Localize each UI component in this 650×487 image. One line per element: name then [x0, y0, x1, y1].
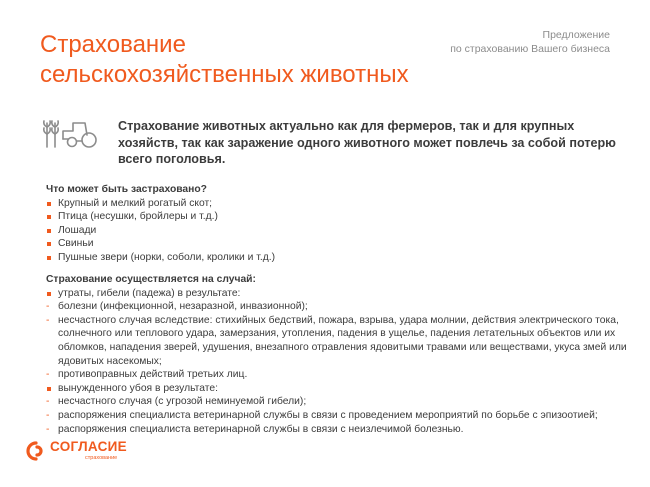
intro-text: Страхование животных актуально как для фермеров, так и для крупных хозяйств, так как заражение одного животного может повлечь за собой потерю всего поголовья. [118, 119, 616, 166]
list-item: Свиньи [46, 237, 631, 251]
tagline [450, 28, 610, 56]
insurable-heading: Что может быть застраховано? [46, 184, 207, 195]
list-item: - болезни (инфекционной, незаразной, инвазионной); [46, 301, 308, 313]
title-line-1: Страхование [40, 31, 186, 58]
bullet-square-icon [47, 229, 51, 233]
list-item: - распоряжения специалиста ветеринарной службы в связи с неизлечимой болезнью. [46, 423, 464, 435]
list-item: Птица (несушки, бройлеры и т.д.) [46, 210, 631, 224]
tagline-line-1: Предложение [542, 29, 610, 41]
bullet-square-icon [47, 202, 51, 206]
bullet-square-icon [47, 242, 51, 246]
bullet-dash-icon: - [46, 301, 50, 313]
tractor-wheat-icon [43, 117, 99, 151]
bullet-square-icon [47, 215, 51, 219]
bullet-dash-icon: - [46, 369, 50, 381]
cases-list [46, 287, 631, 437]
bullet-dash-icon: - [46, 409, 50, 421]
list-item: вынужденного убоя в результате: [46, 382, 631, 396]
title-line-2: сельскохозяйственных животных [40, 61, 409, 88]
list-item: Лошади [46, 224, 631, 238]
insurable-list [46, 197, 631, 265]
tagline-line-2: по страхованию Вашего бизнеса [450, 43, 610, 55]
list-item: - несчастного случая вследствие: стихийных бедствий, пожара, взрыва, удара молнии, действия электрического тока, солнечного или теплового удара, замерзания, утопления, падения в ущелье, падения летательных объектов или их обломков, нападения зверей, удушения, внезапного отравления ядовитыми травами или веществами, укуса змей или ядовитых насекомых; [46, 314, 627, 367]
logo-name: СОГЛАСИЕ [50, 439, 127, 454]
list-item: утраты, гибели (падежа) в результате: [46, 287, 631, 301]
bullet-dash-icon: - [46, 314, 50, 326]
list-item: - противоправных действий третьих лиц. [46, 369, 248, 381]
bullet-square-icon [47, 256, 51, 260]
list-item: Пушные звери (норки, соболи, кролики и т.д.) [46, 251, 631, 265]
list-item: - несчастного случая (с угрозой неминуемой гибели); [46, 396, 307, 408]
cases-heading: Страхование осуществляется на случай: [46, 274, 256, 285]
list-item: Крупный и мелкий рогатый скот; [46, 197, 631, 211]
list-item: - распоряжения специалиста ветеринарной службы в связи с проведением мероприятий по борьбе с эпизоотией; [46, 409, 598, 421]
bullet-dash-icon: - [46, 396, 50, 408]
slide-title [40, 30, 409, 90]
logo-subtitle: страхование [85, 455, 118, 461]
bullet-square-icon [47, 292, 51, 296]
bullet-dash-icon: - [46, 423, 50, 435]
insurable-section [46, 183, 631, 265]
bullet-square-icon [47, 387, 51, 391]
cases-section [46, 273, 631, 436]
